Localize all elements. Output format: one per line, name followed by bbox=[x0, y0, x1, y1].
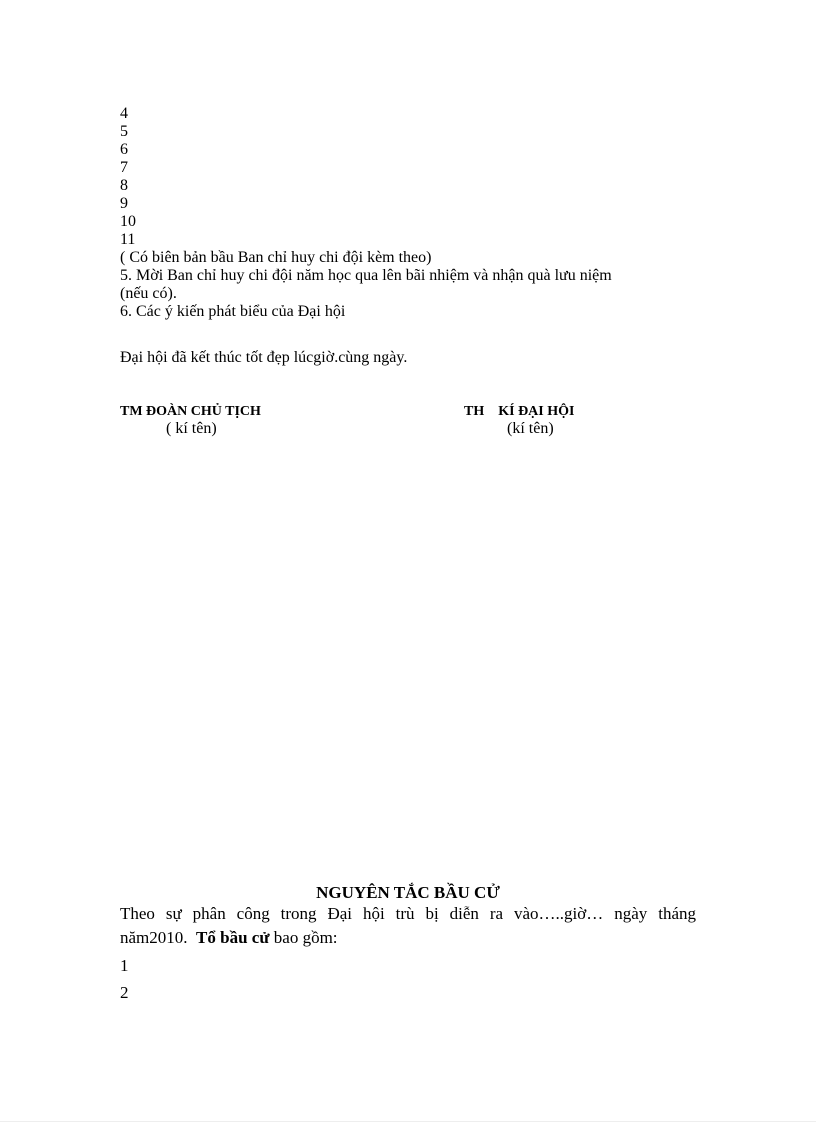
presidium-signature-note: ( kí tên) bbox=[166, 420, 217, 437]
election-team-prefix: năm2010. bbox=[120, 928, 197, 947]
election-team-bold: Tổ bầu cử bbox=[196, 928, 270, 947]
numbered-line-9: 9 bbox=[120, 195, 128, 212]
presidium-signature-title: TM ĐOÀN CHỦ TỊCH bbox=[120, 404, 261, 419]
secretary-signature-title: TH KÍ ĐẠI HỘI bbox=[464, 404, 575, 419]
item-6-text: 6. Các ý kiến phát biểu của Đại hội bbox=[120, 303, 346, 320]
numbered-line-5: 5 bbox=[120, 123, 128, 140]
section-heading: NGUYÊN TẮC BẦU CỬ bbox=[316, 883, 500, 902]
closing-statement: Đại hội đã kết thúc tốt đẹp lúcgiờ.cùng ngày. bbox=[120, 349, 408, 366]
secretary-signature-note: (kí tên) bbox=[507, 420, 554, 437]
section-intro-line: Theo sự phân công trong Đại hội trù bị diễn ra vào…..giờ… ngày tháng bbox=[120, 904, 696, 923]
numbered-line-11: 11 bbox=[120, 231, 136, 248]
item-5-text: 5. Mời Ban chỉ huy chi đội năm học qua lên bãi nhiệm và nhận quà lưu niệm bbox=[120, 267, 612, 284]
minutes-attachment-note: ( Có biên bản bầu Ban chỉ huy chi đội kèm theo) bbox=[120, 249, 432, 266]
numbered-line-6: 6 bbox=[120, 141, 128, 158]
page-bottom-rule bbox=[0, 1121, 816, 1122]
election-team-suffix: bao gồm: bbox=[269, 928, 338, 947]
numbered-line-4: 4 bbox=[120, 105, 128, 122]
numbered-line-10: 10 bbox=[120, 213, 136, 230]
numbered-line-7: 7 bbox=[120, 159, 128, 176]
item-5-continuation: (nếu có). bbox=[120, 285, 177, 302]
member-list-item-1: 1 bbox=[120, 956, 129, 975]
election-team-line bbox=[120, 928, 338, 948]
numbered-line-8: 8 bbox=[120, 177, 128, 194]
member-list-item-2: 2 bbox=[120, 983, 129, 1002]
